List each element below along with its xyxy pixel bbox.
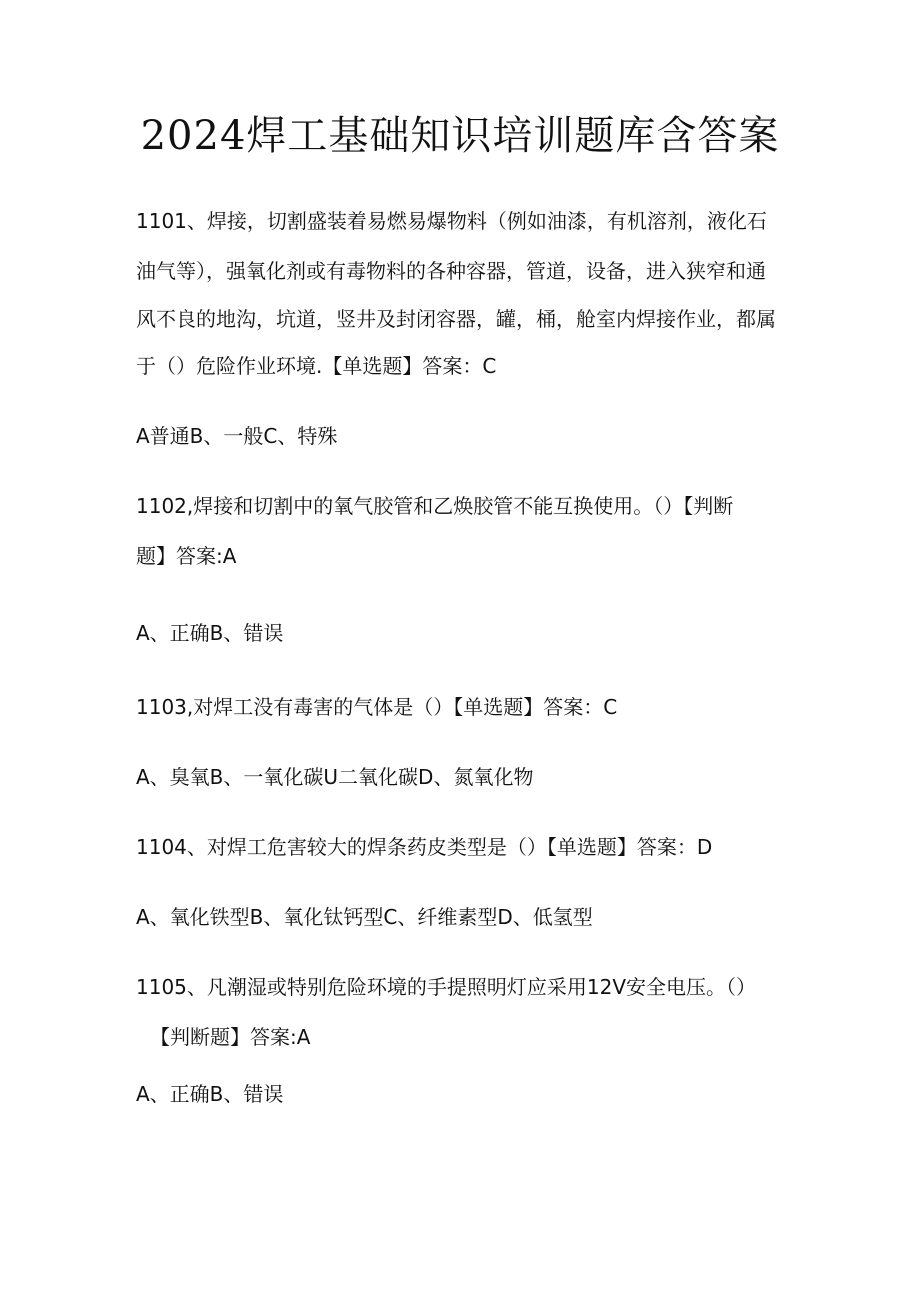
question-1102-line-2: 题】答案:A bbox=[136, 544, 237, 568]
question-1103-line-1: 1103,对焊工没有毒害的气体是（）【单选题】答案：C bbox=[136, 695, 618, 719]
question-1101-options: A普通B、一般C、特殊 bbox=[136, 424, 338, 448]
question-1102-line-1: 1102,焊接和切割中的氧气胶管和乙焕胶管不能互换使用。（）【判断 bbox=[136, 494, 734, 518]
question-1105-line-2: 【判断题】答案:A bbox=[150, 1025, 311, 1049]
document-title: 2024焊工基础知识培训题库含答案 bbox=[140, 113, 780, 159]
question-1104-line-1: 1104、对焊工危害较大的焊条药皮类型是（）【单选题】答案：D bbox=[136, 835, 713, 859]
question-1105-options: A、正确B、错误 bbox=[136, 1082, 284, 1106]
question-1101-line-4: 于（）危险作业环境.【单选题】答案：C bbox=[136, 354, 497, 378]
question-1105-line-1: 1105、凡潮湿或特别危险环境的手提照明灯应采用12V安全电压。（） bbox=[136, 975, 757, 999]
question-1102-options: A、正确B、错误 bbox=[136, 621, 284, 645]
question-1104-options: A、氧化铁型B、氧化钛钙型C、纤维素型D、低氢型 bbox=[136, 905, 593, 929]
question-1103-options: A、臭氧B、一氧化碳U二氧化碳D、氮氧化物 bbox=[136, 765, 534, 789]
question-1101-line-2: 油气等），强氧化剂或有毒物料的各种容器，管道，设备，进入狭窄和通 bbox=[136, 259, 766, 283]
question-1101-line-1: 1101、焊接，切割盛装着易燃易爆物料（例如油漆，有机溶剂，液化石 bbox=[136, 209, 767, 233]
question-1101-line-3: 风不良的地沟，坑道，竖井及封闭容器，罐，桶，舱室内焊接作业，都属 bbox=[136, 307, 776, 331]
